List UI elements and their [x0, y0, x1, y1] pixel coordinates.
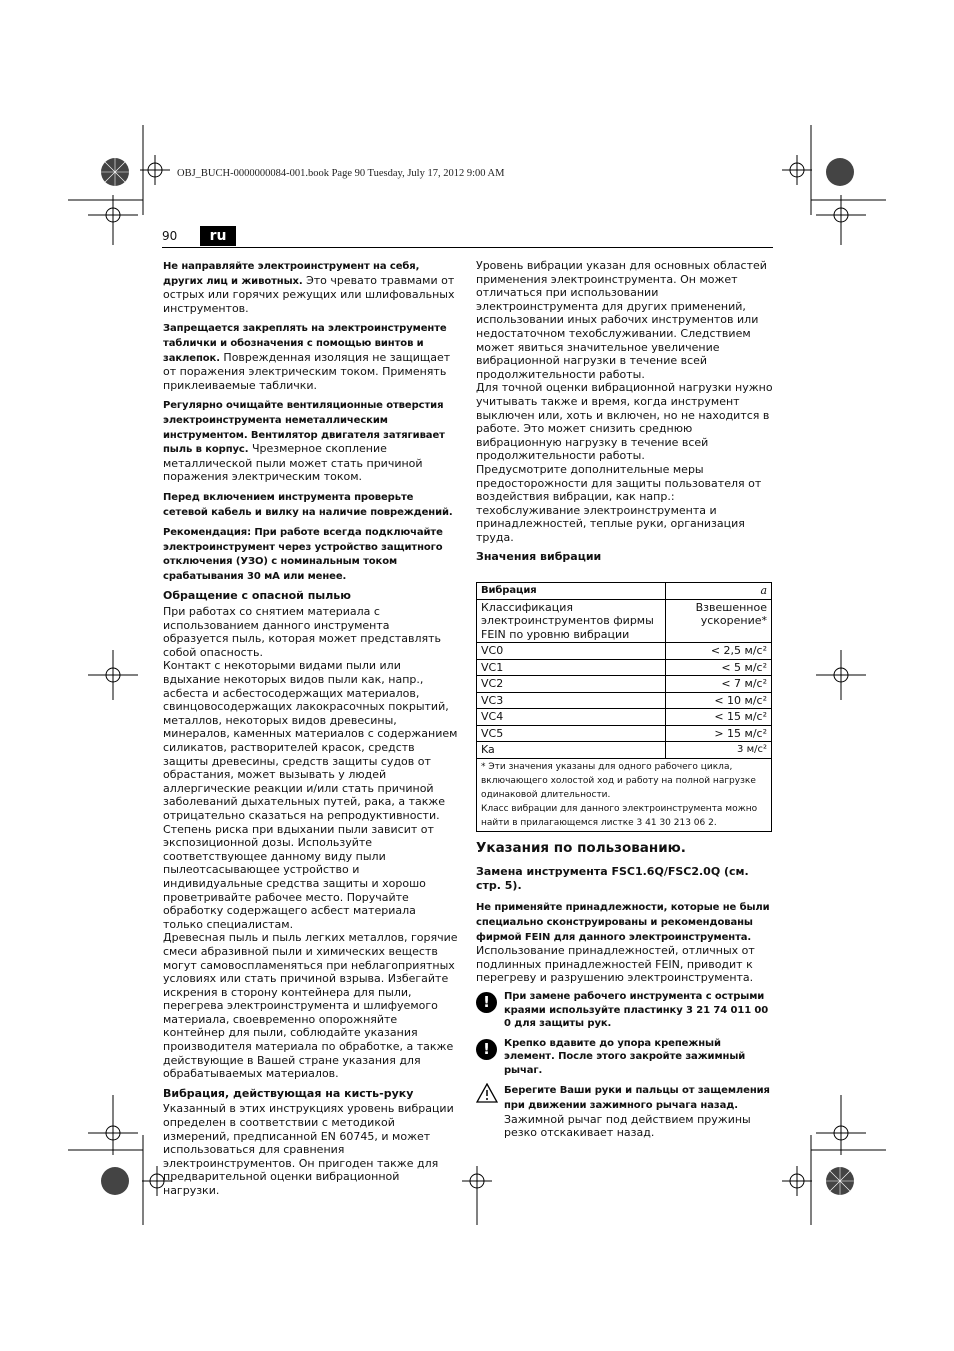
page-number: 90 [162, 229, 178, 243]
subsection-heading-replace: Замена инструмента FSC1.6Q/FSC2.0Q (см. стр. 5). [476, 865, 749, 892]
table-cell: > 15 м/с² [666, 725, 772, 742]
table-cell: < 15 м/с² [666, 709, 772, 726]
paragraph: Контакт с некоторыми видами пыли или вдыхание некоторых видов пыли как, напр., асбеста и асбестосодержащих материалов, свинцовосодержащих лакокрасочных покрытий, металлов, некоторых видов древесины, минералов, каменных материалов с содержанием силикатов, растворителей красок, средств защиты древесины, средств защиты судов от обрастания, может вызывать у людей аллергические реакции и/или стать причиной заболеваний дыхательных путей, рака, а также отрицательно сказаться на репродуктивности. Степень риска при вдыхании пыли зависит от экспозиционной дозы. Используйте соответствующее данному виду пыли пылеотсасывающее устройство и индивидуальные средства защиты и хорошо проветривайте рабочее место. Поручайте обработку содержащего асбест материала только специалистам. [163, 659, 458, 931]
bold-text: Рекомендация: При работе всегда подключайте электроинструмент через устройство защитного отключения (УЗО) с номинальным током срабатывания 30 мА или менее. [163, 527, 443, 582]
icon-slot [476, 1037, 504, 1078]
table-cell: VC3 [477, 692, 666, 709]
table-cell: VC2 [477, 676, 666, 693]
bold-text: Регулярно очищайте вентиляционные отверстия электроинструмента неметаллическим инструментом. Вентилятор двигателя затягивает пыль в корпус. [163, 400, 445, 456]
table-header-row [477, 583, 772, 600]
left-column [163, 259, 458, 1198]
paragraph: Указанный в этих инструкциях уровень вибрации определен в соответствии с методикой измерений, предписанной EN 60745, и может использоваться для сравнения электроинструментов. Он пригоден также для предварительной оценки вибрационной нагрузки. [163, 1102, 454, 1197]
table-cell: Классификация электроинструментов фирмы FEIN по уровню вибрации [477, 599, 666, 643]
table-cell: VC1 [477, 659, 666, 676]
paragraph: Для точной оценки вибрационной нагрузки нужно учитывать также и время, когда инструмент выключен или, хоть и включен, но не находится в работе. Это может снизить среднюю вибрационную нагрузку в течение всей продолжительности работы. [476, 381, 773, 463]
body-text: Чрезмерное скопление металлической пыли может стать причиной поражения электрическим током. [163, 442, 423, 484]
body-text: Поврежденная изоляция не защищает от поражения электрическим током. Применять приклеиваемые таблички. [163, 350, 451, 392]
print-slug: OBJ_BUCH-0000000084-001.book Page 90 Tuesday, July 17, 2012 9:00 AM [177, 168, 505, 179]
table-row [477, 692, 772, 709]
footnote: Класс вибрации для данного электроинструмента можно найти в прилагающемся листке 3 41 30 213 06 2. [481, 803, 758, 828]
section-heading-dust: Обращение с опасной пылью [163, 589, 351, 603]
table-row [477, 709, 772, 726]
paragraph: Предусмотрите дополнительные меры предосторожности для защиты пользователя от воздействия вибрации, как напр.: техобслуживание электроинструмента и принадлежностей, теплые руки, организация труда. [476, 462, 762, 544]
body-text: Это чревато травмами от острых или горячих режущих или шлифовальных инструментов. [163, 273, 455, 315]
table-cell: VC4 [477, 709, 666, 726]
warning-text: При замене рабочего инструмента с острыми краями используйте пластинку 3 21 74 011 00 0 для защиты рук. [504, 990, 769, 1030]
table-note-row [477, 758, 772, 831]
table-cell: < 7 м/с² [666, 676, 772, 693]
table-row [477, 599, 772, 643]
table-cell: < 10 м/с² [666, 692, 772, 709]
right-column [476, 259, 774, 1146]
table-cell: Ka [477, 742, 666, 759]
table-row [477, 659, 772, 676]
table-row [477, 742, 772, 759]
paragraph: При работах со снятием материала с использованием данного инструмента образуется пыль, которая может представлять собой опасность. [163, 605, 442, 659]
paragraph: Древесная пыль и пыль легких металлов, горячие смеси абразивной пыли и химических веществ могут самовоспламеняться при неблагоприятных условиях или стать причиной взрыва. Избегайте искрения в сторону контейнера для пыли, перегрева электроинструмента и шлифуемого материала, своевременно опорожняйте контейнер для пыли, соблюдайте указания производителя материала по обработке, а также действующие в Вашей стране указания для обрабатываемых материалов. [163, 931, 458, 1081]
table-cell: < 5 м/с² [666, 659, 772, 676]
table-row [477, 725, 772, 742]
table-row [477, 643, 772, 660]
table-header-cell: Вибрация [477, 583, 666, 600]
table-header-cell: a [666, 583, 772, 600]
warning-text [504, 1083, 774, 1139]
warning-item [476, 990, 774, 1031]
bold-text: Не направляйте электроинструмент на себя, других лиц и животных. [163, 261, 420, 287]
warning-text: Крепко вдавите до упора крепежный элемент. После этого закройте зажимный рычаг. [504, 1037, 746, 1076]
paragraph [476, 900, 774, 985]
table-note [477, 758, 772, 831]
section-heading-vibration: Вибрация, действующая на кисть-руку [163, 1086, 414, 1100]
language-badge: ru [200, 226, 236, 246]
exclamation-icon: ! [476, 992, 497, 1013]
section-heading-values: Значения вибрации [476, 550, 602, 564]
table-cell: VC0 [477, 643, 666, 660]
bold-text: Запрещается закреплять на электроинструменте таблички и обозначения с помощью винтов и заклепок. [163, 323, 447, 364]
paragraph: Уровень вибрации указан для основных областей применения электроинструмента. Он может отличаться при использовании электроинструмента для других применений, использовании иных рабочих инструментов или недостаточном техобслуживании. Следствием может явиться значительное увеличение вибрационной нагрузки в течение всей продолжительности работы. [476, 259, 767, 381]
table-cell: Взвешенное ускорение* [666, 599, 772, 643]
warning-item [476, 1083, 774, 1139]
exclamation-icon: ! [476, 1039, 497, 1060]
warning-item [476, 1037, 774, 1078]
table-row [477, 676, 772, 693]
body-text: Зажимной рычаг под действием пружины резко отскакивает назад. [504, 1112, 751, 1140]
paragraph [163, 321, 458, 392]
icon-slot [476, 990, 504, 1031]
bold-text: Берегите Ваши руки и пальцы от защемления при движении зажимного рычага назад. [504, 1085, 770, 1112]
table-cell: 3 м/с² [666, 742, 772, 759]
icon-slot [476, 1083, 504, 1139]
bold-text: Не применяйте принадлежности, которые не были специально сконструированы и рекомендованы фирмой FEIN для данного электроинструмента. [476, 902, 770, 943]
table-cell: < 2,5 м/с² [666, 643, 772, 660]
section-heading-usage: Указания по пользованию. [476, 839, 686, 856]
paragraph [163, 398, 458, 484]
paragraph [163, 525, 458, 583]
paragraph [163, 259, 458, 315]
vibration-table [476, 582, 772, 832]
paragraph [163, 490, 458, 519]
bold-text: Перед включением инструмента проверьте сетевой кабель и вилку на наличие повреждений. [163, 491, 453, 518]
warning-triangle-icon [476, 1083, 498, 1103]
header-rule [162, 247, 773, 248]
footnote: * Эти значения указаны для одного рабочего цикла, включающего холостой ход и работу на полной нагрузке одинаковой длительности. [481, 761, 756, 800]
body-text: Использование принадлежностей, отличных от подлинных принадлежностей FEIN, приводит к перегреву и разрушению электроинструмента. [476, 944, 755, 985]
table-cell: VC5 [477, 725, 666, 742]
